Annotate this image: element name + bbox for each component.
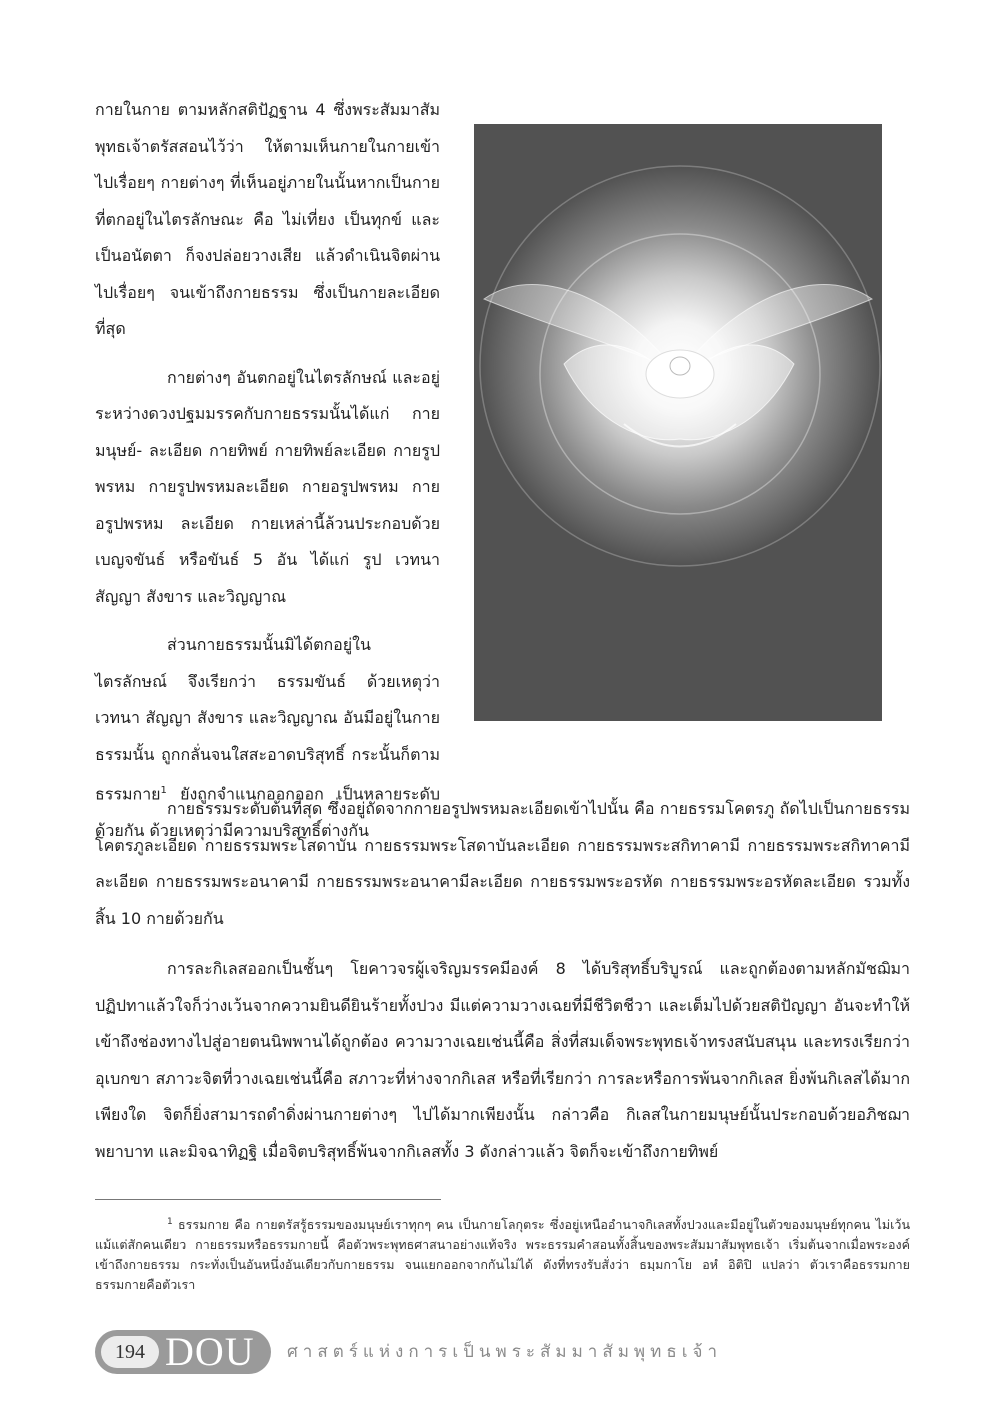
brand-logo-text: DOU bbox=[165, 1329, 255, 1374]
footer-badge bbox=[95, 1330, 271, 1374]
series-title: ศาสตร์แห่งการเป็นพระสัมมาสัมพุทธเจ้า bbox=[287, 1342, 723, 1362]
page-footer bbox=[95, 1330, 910, 1374]
paragraph-4: กายธรรมระดับต้นที่สุด ซึ่งอยู่ถัดจากกายอรูปพรหมละเอียดเข้าไปนั้น คือ กายธรรมโคตรภู ถัดไปเป็นกายธรรมโคตรภูละเอียด กายธรรมพระโสดาบัน กายธรรมพระโสดาบันละเอียด กายธรรมพระสกิทาคามี กายธรรมพระสกิทาคามีละเอียด กายธรรมพระอนาคามี กายธรรมพระอนาคามีละเอียด กายธรรมพระอรหัต กายธรรมพระอรหัตละเอียด รวมทั้งสิ้น 10 กายด้วยกัน bbox=[95, 799, 910, 928]
page-number: 194 bbox=[101, 1336, 159, 1368]
paragraph-1: กายในกาย ตามหลักสติปัฏฐาน 4 ซึ่งพระสัมมาสัมพุทธเจ้าตรัสสอนไว้ว่า ให้ตามเห็นกายในกายเข้าไปเรื่อยๆ กายต่างๆ ที่เห็นอยู่ภายในนั้นหากเป็นกายที่ตกอยู่ในไตรลักษณะ คือ ไม่เที่ยง เป็นทุกข์ และเป็นอนัตตา ก็จงปล่อยวางเสีย แล้วดำเนินจิตผ่านไปเรื่อยๆ จนเข้าถึงกายธรรม ซึ่งเป็นกายละเอียดที่สุด bbox=[95, 100, 440, 338]
footnote bbox=[95, 1212, 910, 1295]
footnote-divider bbox=[95, 1199, 441, 1200]
paragraph-2: กายต่างๆ อันตกอยู่ในไตรลักษณ์ และอยู่ระหว่างดวงปฐมมรรคกับกายธรรมนั้นได้แก่ กายมนุษย์- ละเอียด กายทิพย์ กายทิพย์ละเอียด กายรูปพรหม กายรูปพรหมละเอียด กายอรูปพรหม กายอรูปพรหม ละเอียด กายเหล่านี้ล้วนประกอบด้วยเบญจขันธ์ หรือขันธ์ 5 อัน ได้แก่ รูป เวทนา สัญญา สังขาร และวิญญาณ bbox=[95, 367, 440, 606]
full-width-text bbox=[95, 791, 910, 1170]
paragraph-3-text: ส่วนกายธรรมนั้นมิได้ตกอยู่ในไตรลักษณ์ จึงเรียกว่า ธรรมขันธ์ ด้วยเหตุว่า เวทนา สัญญา สังขาร และวิญญาณ อันมีอยู่ในกายธรรมนั้น ถูกกลั่นจนใสสะอาดบริสุทธิ์ กระนั้นก็ตามธรรมกาย bbox=[95, 635, 440, 804]
illustration-svg bbox=[474, 124, 882, 721]
paragraph-3-text-end: ยังถูกจำแนกออกออก เป็นหลายระดับด้วยกัน ด้วยเหตุว่ามีความบริสุทธิ์ต่างกัน bbox=[95, 784, 440, 840]
glowing-dhammakaya-illustration bbox=[474, 124, 882, 721]
paragraph-5: การละกิเลสออกเป็นชั้นๆ โยคาวจรผู้เจริญมรรคมีองค์ 8 ได้บริสุทธิ์บริบูรณ์ และถูกต้องตามหลักมัชฌิมาปฏิปทาแล้วใจก็ว่างเว้นจากความยินดียินร้ายทั้งปวง มีแต่ความวางเฉยที่มีชีวิตชีวา และเต็มไปด้วยสติปัญญา อันจะทำให้เข้าถึงช่องทางไปสู่อายตนนิพพานได้ถูกต้อง ความวางเฉยเช่นนี้คือ สิ่งที่สมเด็จพระพุทธเจ้าทรงสนับสนุน และทรงเรียกว่า อุเบกขา สภาวะจิตที่วางเฉยเช่นนี้คือ สภาวะที่ห่างจากกิเลส หรือที่เรียกว่า การละหรือการพ้นจากกิเลส ยิ่งพ้นกิเลสได้มากเพียงใด จิตก็ยิ่งสามารถดำดิ่งผ่านกายต่างๆ ไปได้มากเพียงนั้น กล่าวคือ กิเลสในกายมนุษย์นั้นประกอบด้วยอภิชฌา พยาบาท และมิจฉาทิฏฐิ เมื่อจิตบริสุทธิ์พ้นจากกิเลสทั้ง 3 ดังกล่าวแล้ว จิตก็จะเข้าถึงกายทิพย์ bbox=[95, 959, 910, 1161]
footnote-text: ธรรมกาย คือ กายตรัสรู้ธรรมของมนุษย์เราทุกๆ คน เป็นกายโลกุตระ ซึ่งอยู่เหนืออำนาจกิเลสทั้งปวงและมีอยู่ในตัวของมนุษย์ทุกคน ไม่เว้นแม้แต่สักคนเดียว กายธรรมหรือธรรมกายนี้ คือตัวพระพุทธศาสนาอย่างแท้จริง พระธรรมคำสอนทั้งสิ้นของพระสัมมาสัมพุทธเจ้า เริ่มต้นจากเมื่อพระองค์เข้าถึงกายธรรม กระทั่งเป็นอันหนึ่งอันเดียวกับกายธรรม จนแยกออกจากกันไม่ได้ ดังที่ทรงรับสั่งว่า ธมฺมกาโย อหํ อิติปิ แปลว่า ตัวเราคือธรรมกาย ธรรมกายคือตัวเรา bbox=[95, 1217, 910, 1293]
footnote-ref[interactable]: 1 bbox=[160, 785, 167, 796]
left-text-column bbox=[95, 92, 440, 849]
footnote-marker: 1 bbox=[167, 1217, 173, 1227]
